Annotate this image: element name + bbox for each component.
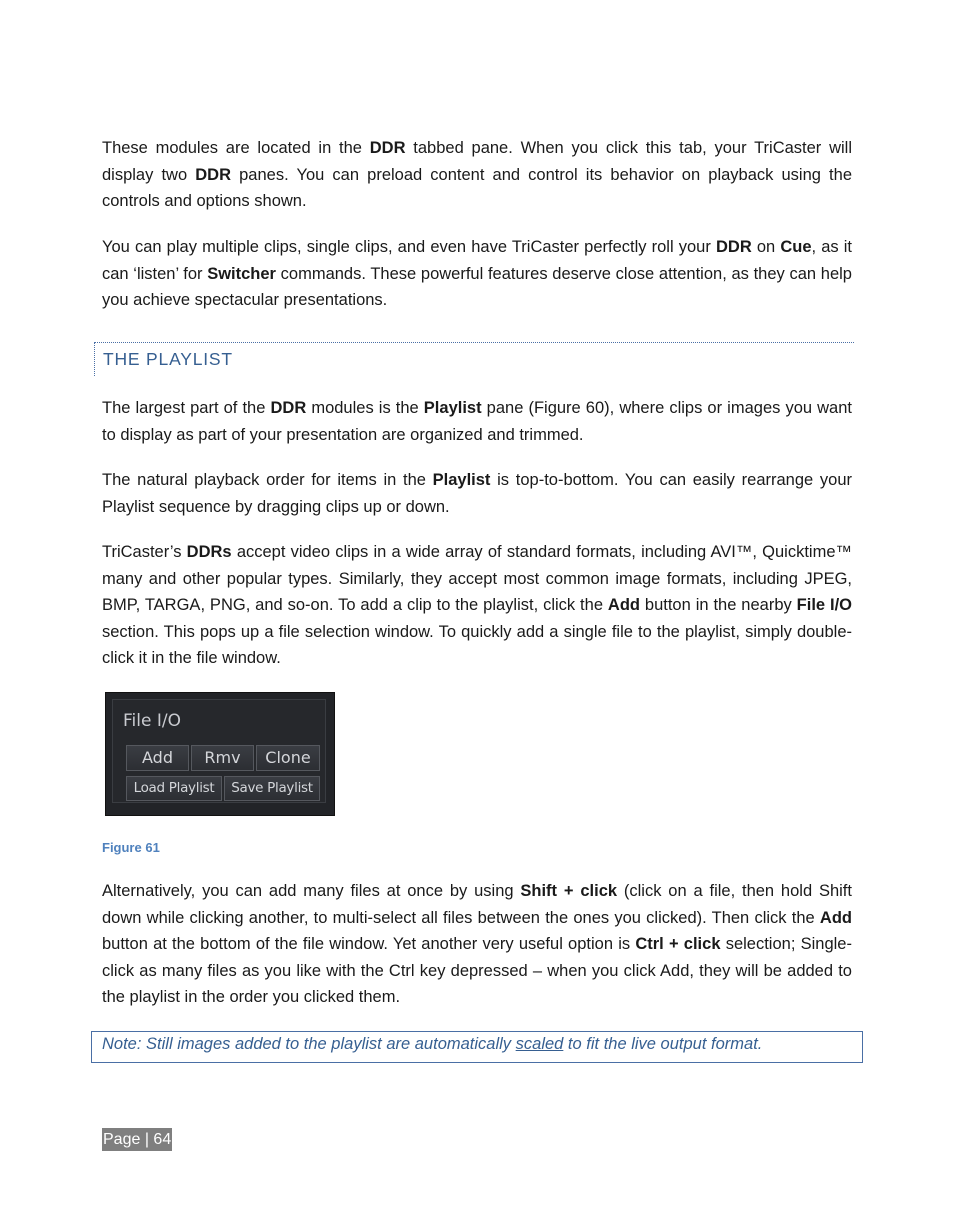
paragraph-ddr-location xyxy=(102,135,852,215)
text-run: modules is the xyxy=(306,399,424,417)
paragraph-ddr-cue xyxy=(102,234,852,314)
text-run: tabbed pane. When you click this tab, your TriCaster will display two xyxy=(102,139,852,184)
add-button[interactable]: Add xyxy=(126,745,189,771)
bold-term: File I/O xyxy=(796,596,852,615)
paragraph-formats xyxy=(102,539,852,672)
text-run: is top-to-bottom. You can easily rearrange your Playlist sequence by dragging clips up or down. xyxy=(102,471,852,516)
bold-term: Add xyxy=(607,596,640,615)
bold-term: Playlist xyxy=(432,471,491,489)
text-run: button at the bottom of the file window. Yet another very useful option is xyxy=(102,935,636,954)
figure-caption: Figure 61 xyxy=(102,840,160,855)
text-run: TriCaster’s xyxy=(102,543,187,561)
bold-term: DDR xyxy=(369,139,406,157)
note-text xyxy=(102,1035,762,1054)
note-text-after: to fit the live output format. xyxy=(563,1035,763,1053)
text-run: panes. You can preload content and control its behavior on playback using the controls and options shown. xyxy=(102,165,852,211)
text-run: Alternatively, you can add many files at once by using xyxy=(102,882,521,900)
text-run: accept video clips in a wide array of standard formats, including AVI™, Quicktime™ many and other popular types. Similarly, they accept most common image formats, including JPEG, BMP, TARGA, PNG, and so-on. To add a clip to the playlist, click the xyxy=(102,543,853,615)
file-io-group xyxy=(112,699,326,803)
paragraph-multi-select xyxy=(102,878,852,1011)
section-heading-playlist xyxy=(94,342,854,376)
bold-term: DDR xyxy=(715,238,752,256)
text-run: selection; Single-click as many files as you like with the Ctrl key depressed – when you click Add, they will be added to the playlist in the order you clicked them. xyxy=(102,935,852,1007)
note-box xyxy=(91,1031,863,1063)
paragraph-playlist-pane xyxy=(102,395,852,448)
paragraph-playback-order xyxy=(102,467,852,520)
text-run: (click on a file, then hold Shift down while clicking another, to multi-select all files between the ones you clicked). Then click the xyxy=(102,882,852,927)
text-run: You can play multiple clips, single clips, and even have TriCaster perfectly roll your xyxy=(102,238,716,256)
text-run: on xyxy=(751,238,781,256)
bold-term: DDR xyxy=(195,165,232,184)
bold-term: Ctrl + click xyxy=(635,935,721,954)
bold-term: Add xyxy=(819,908,852,927)
text-run: The natural playback order for items in the xyxy=(102,471,433,489)
file-io-title: File I/O xyxy=(123,711,181,731)
save-playlist-button[interactable]: Save Playlist xyxy=(224,776,320,801)
bold-term: Shift + click xyxy=(520,882,618,900)
page-number: Page | 64 xyxy=(102,1128,172,1151)
text-run: pane (Figure 60), where clips or images you want to display as part of your presentation are organized and trimmed. xyxy=(102,399,852,444)
text-run: These modules are located in the xyxy=(102,139,370,157)
text-run: section. This pops up a file selection window. To quickly add a single file to the playlist, simply double-click it in the file window. xyxy=(102,622,852,668)
bold-term: DDR xyxy=(270,399,307,417)
bold-term: Cue xyxy=(780,238,812,256)
text-run: button in the nearby xyxy=(640,596,797,615)
text-run: The largest part of the xyxy=(102,399,271,417)
bold-term: Playlist xyxy=(423,399,482,417)
load-playlist-button[interactable]: Load Playlist xyxy=(126,776,222,801)
text-run: commands. These powerful features deserve close attention, as they can help you achieve spectacular presentations. xyxy=(102,264,852,310)
bold-term: DDRs xyxy=(186,543,232,561)
remove-button[interactable]: Rmv xyxy=(191,745,254,771)
text-run: , as it can ‘listen’ for xyxy=(102,238,852,283)
figure-file-io-panel xyxy=(105,692,335,816)
note-text-underlined: scaled xyxy=(515,1035,564,1053)
note-text-before: Note: Still images added to the playlist are automatically xyxy=(102,1035,516,1053)
clone-button[interactable]: Clone xyxy=(256,745,320,771)
bold-term: Switcher xyxy=(207,264,276,283)
section-heading-text: THE PLAYLIST xyxy=(103,349,233,369)
